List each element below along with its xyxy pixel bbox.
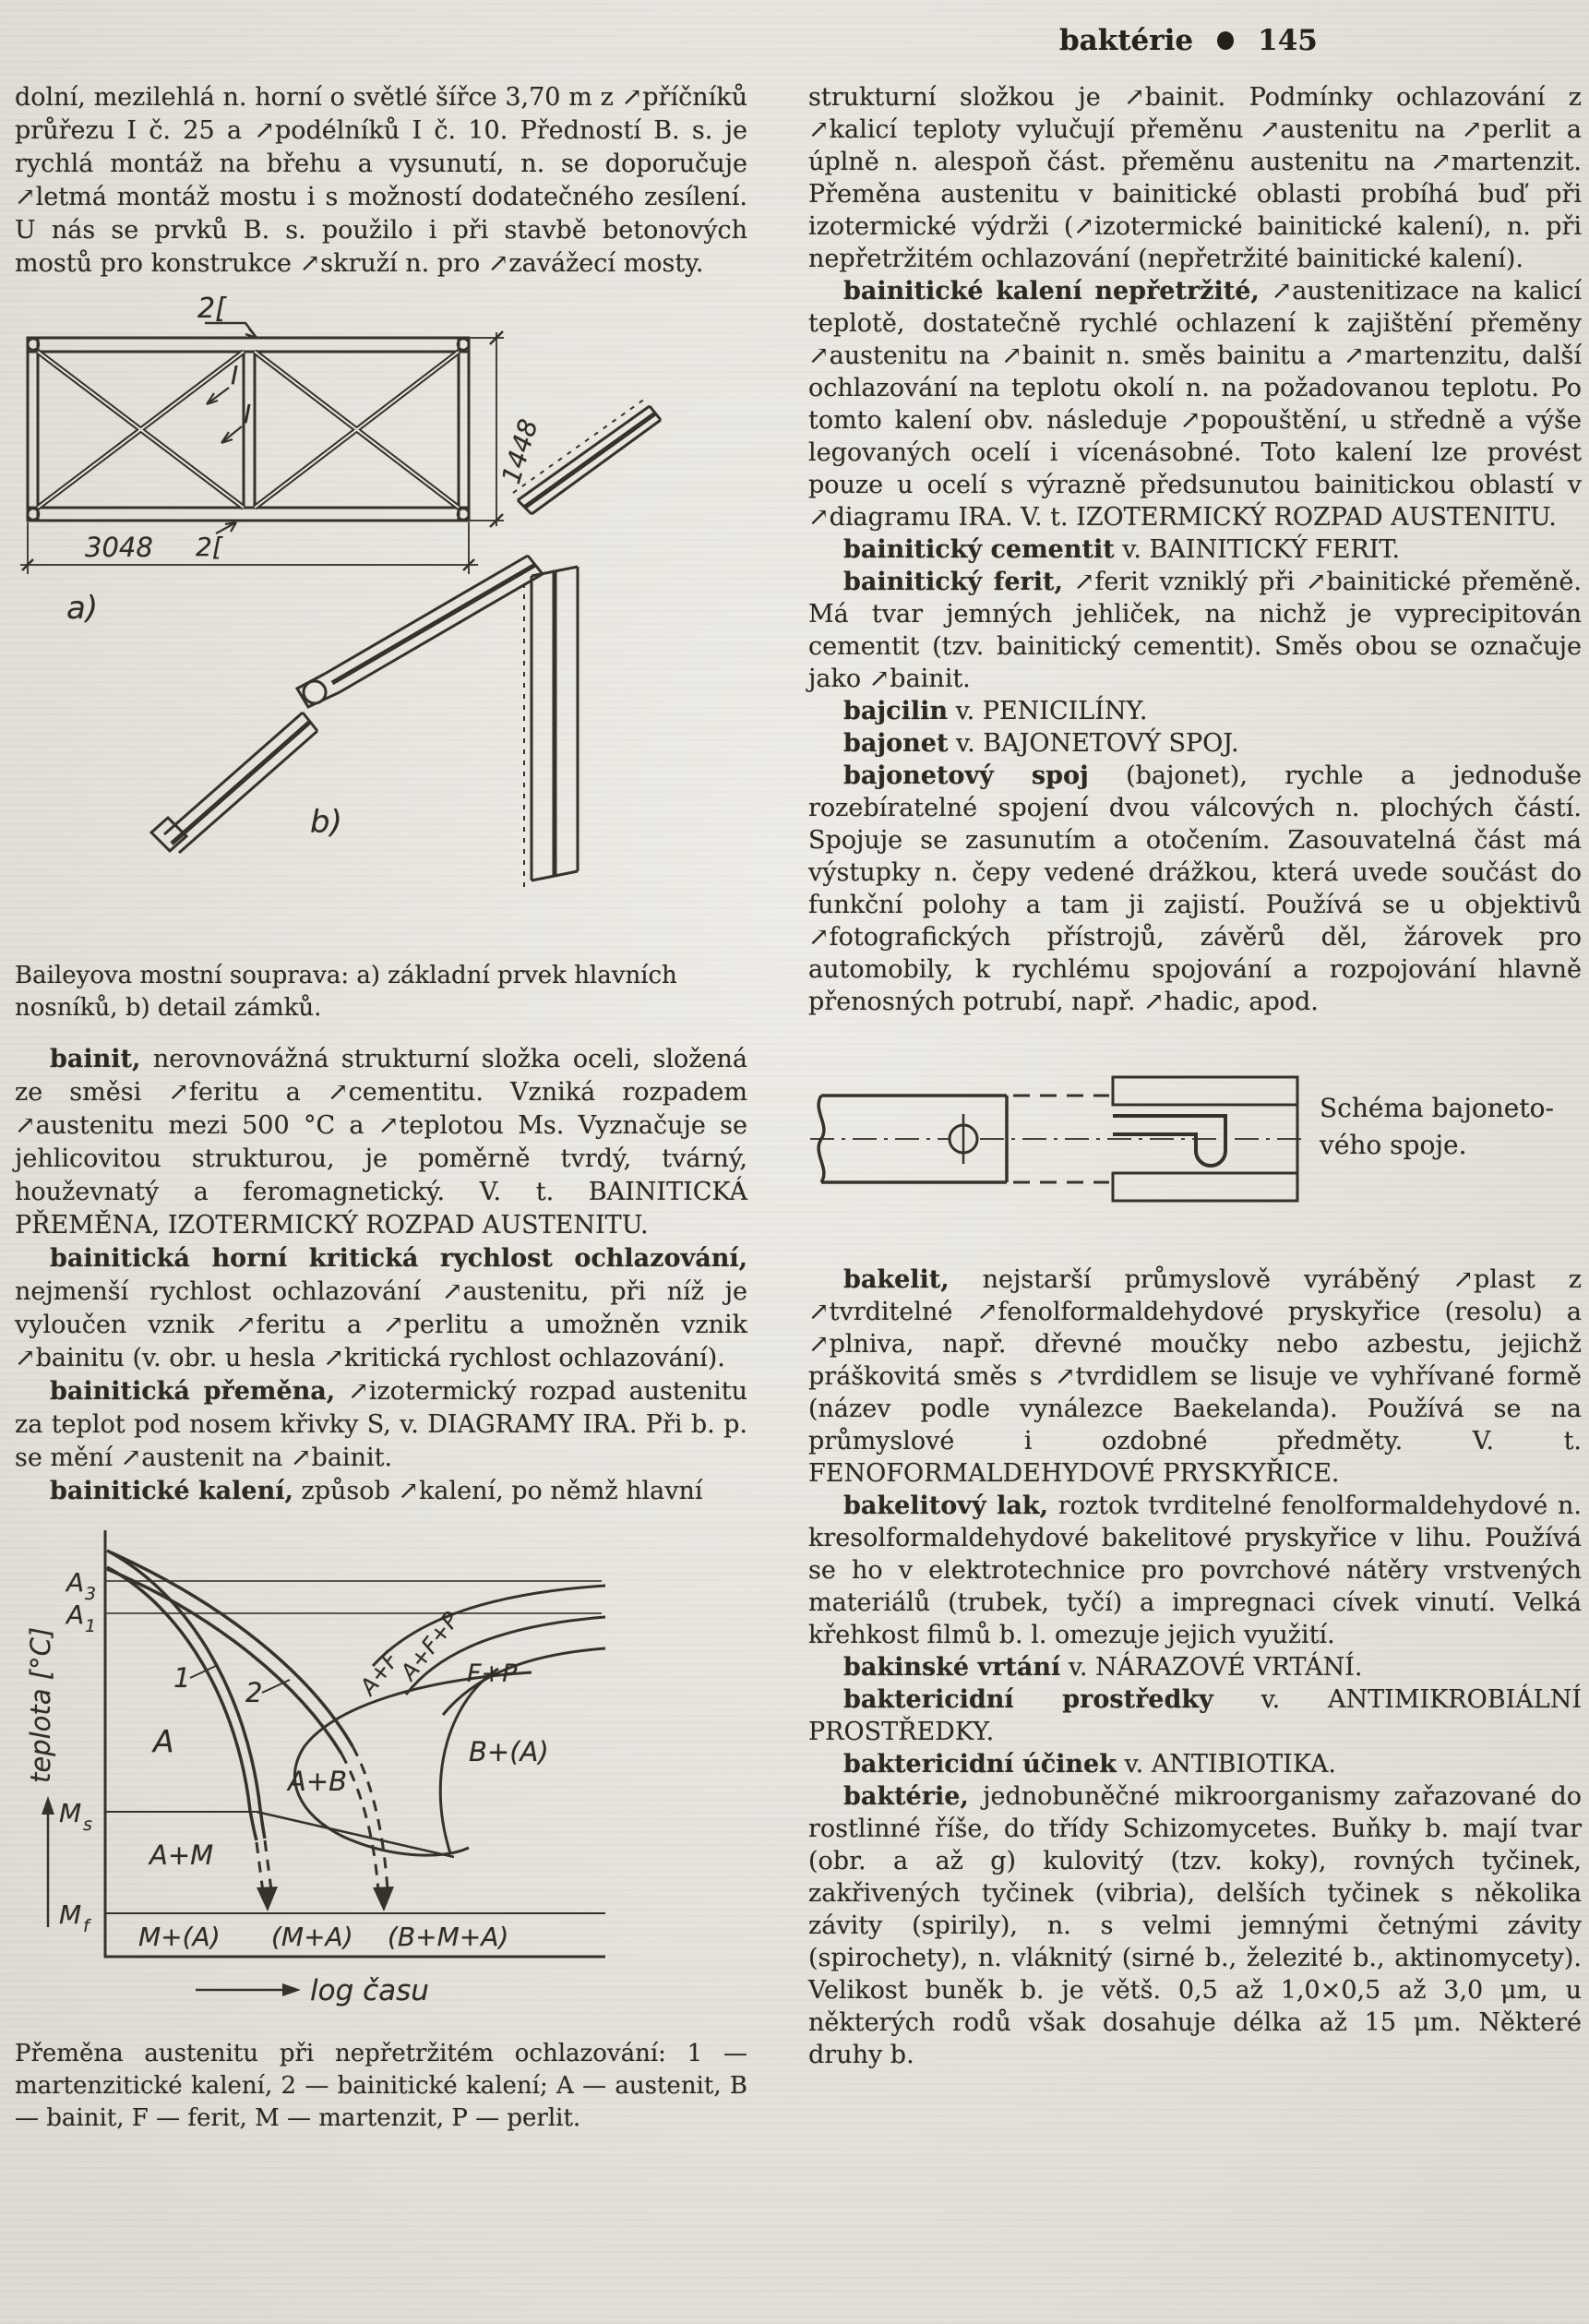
- svg-text:I: I: [231, 360, 239, 390]
- bailey-lock-detail-sketch: [151, 399, 661, 888]
- entry-bajonet: [808, 727, 1582, 760]
- bajonet-caption-line2: vého spoje.: [1320, 1130, 1467, 1160]
- entry-term: bainitický ferit,: [843, 568, 1063, 596]
- entry-term: bakinské vrtání: [843, 1653, 1061, 1682]
- svg-text:1: 1: [173, 1662, 191, 1694]
- bailey-bridge-figure-drawing: [15, 290, 735, 947]
- entry-body: v. PENICILÍNY.: [955, 697, 1148, 725]
- entry-term: baktericidní účinek: [843, 1750, 1117, 1779]
- bajonet-figure-caption: [1320, 1042, 1554, 1164]
- entry-body: v. NÁRAZOVÉ VRTÁNÍ.: [1068, 1653, 1363, 1682]
- svg-text:log času: log času: [310, 1974, 429, 2007]
- header-keyword: baktérie: [1059, 24, 1194, 57]
- entry-body: ↗austenitizace na kalicí teplotě, dostatečně rychlé ochlazení k zajištění přeměny ↗austenitu na ↗bainit n. směs bainitu a ↗martenzitu, další ochlazování na teplotu okolí n. na požadovanou teplotu. Po tomto kalení obv. následuje ↗popouštění, u středně a výše legovaných ocelí i vícenásobné. Toto kalení lze provést pouze u ocelí s výrazně předsunutou bainitickou oblastí v ↗diagramu IRA. V. t. IZOTERMICKÝ ROZPAD AUSTENITU.: [808, 277, 1582, 532]
- entry-body: ↗izotermický rozpad austenitu za teplot pod nosem křivky S, v. DIAGRAMY IRA. Při b. p. se mění ↗austenit na ↗bainit.: [15, 1377, 747, 1472]
- entry-term: bajonetový spoj: [843, 761, 1089, 790]
- right-column: [808, 55, 1582, 2071]
- left-intro-paragraph: dolní, mezilehlá n. horní o světlé šířce 3,70 m z ↗příčníků průřezu I č. 25 a ↗podélníků I č. 10. Předností B. s. je rychlá montáž na břehu a vysunutí, n. se doporučuje ↗letmá montáž mostu i s možností dodatečného zesílení. U nás se prvků B. s. použilo i při stavbě betonových mostů pro konstrukce ↗skruží n. pro ↗zavážecí mosty.: [15, 83, 747, 278]
- truss-label-beam-2: [221, 399, 251, 443]
- svg-text:f: f: [83, 1916, 90, 1936]
- entry-bakelitovy-lak: [808, 1490, 1582, 1651]
- entry-term: bainitické kalení,: [50, 1477, 293, 1505]
- dimension-span-3048: [20, 522, 478, 574]
- svg-text:I: I: [244, 399, 252, 429]
- entry-term: bakelit,: [843, 1265, 950, 1294]
- entry-body: v. ANTIBIOTIKA.: [1124, 1750, 1337, 1779]
- ferrite-pearlite-curves: [373, 1586, 605, 1715]
- entry-bajcilin: [808, 695, 1582, 727]
- entry-body: v. BAJONETOVÝ SPOJ.: [956, 729, 1239, 758]
- svg-text:3: 3: [85, 1584, 97, 1604]
- bailey-figure-caption: Baileyova mostní souprava: a) základní prvek hlavních nosníků, b) detail zámků.: [15, 962, 677, 1022]
- svg-text:s: s: [83, 1815, 92, 1835]
- entry-body: v. ANTIMIKROBIÁLNÍ PROSTŘEDKY.: [808, 1685, 1582, 1746]
- left-column: [15, 55, 747, 2135]
- entry-term: bainitické kalení nepřetržité,: [843, 277, 1260, 305]
- entry-baktericidni-ucinek: [808, 1748, 1582, 1780]
- figure-part-a-label: a): [66, 590, 99, 627]
- entry-bainiticky-ferit: [808, 566, 1582, 695]
- entry-term: bajonet: [843, 729, 949, 758]
- svg-text:A: A: [66, 1599, 85, 1630]
- entry-bainiticke-kaleni-nepretrzite: [808, 275, 1582, 533]
- entry-bainiticka-premena: [15, 1375, 747, 1475]
- svg-text:A+M: A+M: [149, 1839, 214, 1871]
- svg-text:A+F+P: A+F+P: [395, 1607, 465, 1685]
- svg-text:2[: 2[: [196, 532, 222, 562]
- entry-bainiticky-cementit: [808, 533, 1582, 566]
- page-header: [1059, 24, 1318, 57]
- entry-body: v. BAINITICKÝ FERIT.: [1122, 535, 1401, 564]
- entry-bajonetovy-spoj: [808, 760, 1582, 1018]
- entry-term: bainitická horní kritická rychlost ochlazování,: [50, 1244, 747, 1273]
- entry-term: bainitický cementit: [843, 535, 1115, 564]
- svg-text:A+B: A+B: [288, 1766, 348, 1797]
- entry-body: způsob ↗kalení, po němž hlavní: [301, 1477, 703, 1505]
- svg-text:B+(A): B+(A): [469, 1736, 549, 1767]
- svg-text:2[: 2[: [197, 293, 226, 325]
- entry-body: nejstarší průmyslově vyráběný ↗plast z ↗tvrditelné ↗fenolformaldehydové pryskyřice (resolu) a ↗plniva, např. dřevné moučky nebo azbestu, jejichž práškovitá směs s ↗tvrdidlem se lisuje ve vyhřívané formě (název podle vynálezce Baekelanda). Používá se na průmyslové i ozdobné předměty. V. t. FENOFORMALDEHYDOVÉ PRYSKYŘICE.: [808, 1265, 1582, 1488]
- figure-part-b-label: b): [310, 804, 342, 841]
- entry-body: (bajonet), rychle a jednoduše rozebíratelné spojení dvou válcových n. plochých částí. Spojuje se zasunutím a otočením. Zasouvatelná část má výstupky n. čepy vedené drážkou, která uvede součást do funkční polohy a tam ji zajistí. Používá se u objektivů ↗fotografických přístrojů, závěrů děl, žárovek pro automobily, k rychlému spojování a rozpojování hlavně přenosných potrubí, např. ↗hadic, apod.: [808, 761, 1582, 1016]
- entry-body: jednobuněčné mikroorganismy zařazované do rostlinné říše, do třídy Schizomycetes. Buňky b. mají tvar (obr. a až g) kulovitý (tzv. koky), rovných tyčinek, zakřivených tyčinek (vibria), delších tyčinek s několika závity (spirily), n. s velmi jemnými četnými závity (spirochety), n. vláknitý (sirné b., železité b., aktinomycety). Velikost buněk b. je větš. 0,5 až 1,0×0,5 až 3,0 μm, u některých rodů však dosahuje délka až 15 μm. Některé druhy b.: [808, 1782, 1582, 2069]
- bajonet-caption-line1: Schéma bajoneto-: [1320, 1093, 1554, 1123]
- header-bullet-icon: [1217, 31, 1234, 50]
- bajonet-joint-drawing: [808, 1042, 1307, 1236]
- entry-term: bakelitový lak,: [843, 1491, 1049, 1520]
- chart-y-tick-labels: [59, 1567, 96, 1936]
- svg-text:M: M: [59, 1899, 82, 1930]
- svg-text:M+(A): M+(A): [138, 1922, 221, 1952]
- svg-text:A: A: [66, 1567, 85, 1598]
- entry-term: bainitická přeměna,: [50, 1377, 336, 1406]
- chart-x-axis-label: [196, 1974, 429, 2007]
- svg-text:3048: 3048: [85, 532, 153, 563]
- bajonet-figure-row: [808, 1042, 1582, 1236]
- entry-term: bajcilin: [843, 697, 948, 725]
- svg-text:1448: 1448: [496, 415, 544, 488]
- svg-text:(B+M+A): (B+M+A): [388, 1922, 509, 1952]
- svg-text:(M+A): (M+A): [271, 1922, 353, 1952]
- ira-chart-caption: Přeměna austenitu při nepřetržitém ochlazování: 1 — martenzitické kalení, 2 — bainitické kalení; A — austenit, B — bainit, F — ferit, M — martenzit, P — perlit.: [15, 2040, 747, 2132]
- right-intro-paragraph: strukturní složkou je ↗bainit. Podmínky ochlazování z ↗kalicí teploty vylučují přeměnu ↗austenitu na ↗perlit a úplně n. alespoň část. přeměnu austenitu na ↗martenzit. Přeměna austenitu v bainitické oblasti probíhá buď při izotermické výdrži (↗izotermické bainitické kalení), n. při nepřetržitém ochlazování (nepřetržité bainitické kalení).: [808, 83, 1582, 273]
- entry-term: baktericidní prostředky: [843, 1685, 1213, 1714]
- ira-transformation-chart: [15, 1514, 624, 2031]
- entry-baktericidni-prostredky: [808, 1683, 1582, 1748]
- bayonet-j-slot: [1113, 1116, 1225, 1166]
- svg-text:A: A: [153, 1723, 174, 1759]
- svg-text:M: M: [59, 1798, 82, 1828]
- truss-label-bottom-profile: [196, 522, 236, 562]
- entry-body: roztok tvrditelné fenolformaldehydové n. kresolformaldehydové bakelitové pryskyřice v lihu. Používá se ho v elektrotechnice pro povrchové nátěry vrstvených materiálů (trubek, tyčí) a impregnaci cívek vinutí. Velká křehkost filmů b. l. omezuje jejich využití.: [808, 1491, 1582, 1649]
- svg-text:F+P: F+P: [467, 1659, 518, 1688]
- header-page-number: 145: [1258, 24, 1318, 57]
- svg-text:1: 1: [85, 1616, 97, 1636]
- entry-bainit: [15, 1043, 747, 1242]
- chart-y-axis-label: [25, 1627, 56, 1927]
- svg-text:2: 2: [245, 1677, 263, 1708]
- bailey-truss-panel: [28, 338, 469, 521]
- entry-bainiticka-horni-kriticka-rychlost: [15, 1242, 747, 1375]
- entry-bainiticke-kaleni: [15, 1475, 747, 1508]
- entry-bakelit: [808, 1264, 1582, 1490]
- entry-bakterie: [808, 1780, 1582, 2071]
- svg-text:teplota [°C]: teplota [°C]: [25, 1626, 56, 1783]
- truss-pin-holes: [28, 339, 469, 520]
- entry-term: bainit,: [50, 1045, 141, 1073]
- entry-body: nejmenší rychlost ochlazování ↗austenitu, při níž je vyloučen vznik ↗feritu a ↗perlitu a umožněn vznik ↗bainitu (v. obr. u hesla ↗kritická rychlost ochlazování).: [15, 1277, 747, 1372]
- truss-label-top-profile: [197, 293, 257, 338]
- entry-body: nerovnovážná strukturní složka oceli, složená ze směsi ↗feritu a ↗cementitu. Vzniká rozpadem ↗austenitu mezi 500 °C a ↗teplotou Ms. Vyznačuje se jehlicovitou strukturou, je poměrně tvrdý, tvárný, houževnatý a feromagnetický. V. t. BAINITICKÁ PŘEMĚNA, IZOTERMICKÝ ROZPAD AUSTENITU.: [15, 1045, 747, 1240]
- entry-bakinske-vrtani: [808, 1651, 1582, 1683]
- dimension-height-1448: [469, 331, 544, 527]
- entry-body: ↗ferit vzniklý při ↗bainitické přeměně. Má tvar jemných jehliček, na nichž je vyprecipitován cementit (tzv. bainitický cementit). Směs obou se označuje jako ↗bainit.: [808, 568, 1582, 693]
- svg-text:A+F: A+F: [354, 1647, 404, 1700]
- entry-term: baktérie,: [843, 1782, 969, 1811]
